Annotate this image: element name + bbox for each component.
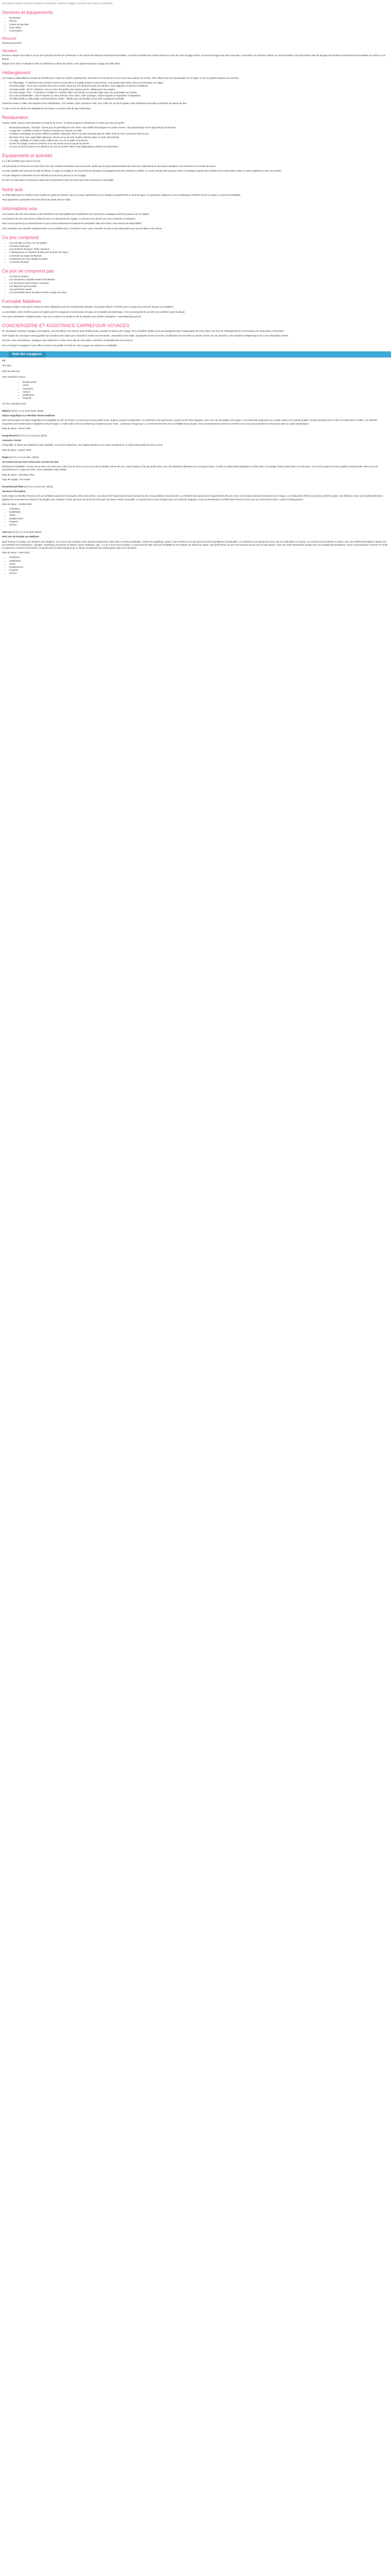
- section-paragraph: Les horaires de vols vous seront confirmés avec vos documents de voyage. Le premier et le dernier jour sont consacrés au transport.: [2, 217, 136, 221]
- review-author: Mélanie: [2, 409, 11, 412]
- review-author-line: [2, 456, 388, 459]
- review-category: • Literie: [9, 514, 388, 517]
- section-heading: Restauration: [2, 114, 29, 120]
- review-card: [2, 434, 388, 452]
- section-heading: Résumé: [2, 36, 17, 41]
- review-title: [2, 439, 388, 442]
- section-list: [2, 16, 388, 32]
- review-category: • Literie: [9, 563, 388, 566]
- list-item: • La formule de repas mentionnée: [9, 255, 388, 258]
- section-list: [2, 242, 388, 264]
- review-author: Najwa: [2, 455, 9, 459]
- review-title: [2, 490, 388, 493]
- section-heading: Hébergement: [2, 70, 30, 76]
- list-item: • 28 Suites plage : 75 m² avec chambre king size et salon ouvert sur une terrasse bordée de palmiers, avec baignoire et douche à l'italienne.: [9, 84, 388, 88]
- list-item: • Ambiance romantique et cuisine raffinée au Marlin restaurant, dîner à la carte les pieds dans le sable, fruits de mer et poissons frais du jour.: [9, 132, 388, 135]
- rating-category: • Chambres: [23, 387, 388, 391]
- review-categories: [2, 556, 388, 575]
- review-author-line: [2, 531, 388, 534]
- review-card: [2, 410, 388, 430]
- list-item: • Conciergerie: [9, 29, 388, 32]
- rating-category: • Emplacement: [23, 381, 388, 384]
- rating-score: 4.8: [2, 359, 6, 362]
- section-heading: Équipements et activités: [2, 153, 53, 159]
- review-date: (écrit il y a un an (juin 2023)): [18, 434, 47, 437]
- review-category: • Service: [9, 572, 388, 575]
- review-title: [2, 535, 388, 538]
- list-item: • Les pourboires usuels: [9, 288, 388, 291]
- list-item: • Les taxes d'aéroport: [9, 245, 388, 248]
- review-author-line: [2, 485, 388, 488]
- list-item: • Les dépenses personnelles: [9, 285, 388, 288]
- list-item: • 16 Suites jardin : 80 m², ambiance cosy au cœur des jardins avec piscine privée, idéales pour les couples.: [9, 88, 388, 91]
- section-heading: Notre avis: [2, 187, 23, 192]
- list-item: • 23 Suites plage, 70m² : 2 chambres (1 adulte et 1 enfant). Elles sont situées en première ligne avec vue imprenable sur l'océan.: [9, 91, 388, 94]
- review-stay-date: Date du séjour : mars 2024: [2, 551, 29, 554]
- review-author: Jean-Luc: [2, 531, 12, 534]
- rating-categories: [2, 381, 388, 400]
- review-category: • Chambres: [9, 556, 388, 559]
- list-item: • Les assurances complémentaires facultatives: [9, 278, 388, 281]
- review-title-text: Vacances d'exception: [2, 490, 26, 493]
- review-category: • Emplacement: [9, 566, 388, 569]
- review-card: [2, 456, 388, 481]
- section-paragraph: Les plus petits se retrouvent au Kids Club, avec des activités encadrées toute la journée, tandis que les plus grands profitent de la piscine à débordement, des sports nautiques non motorisés et du terrain de tennis.: [2, 164, 216, 167]
- review-card: [2, 485, 388, 527]
- section-paragraph: Nous vous proposons un acheminement en pré et post-acheminement depuis les principales villes de France, sous réserve de disponibilité.: [2, 222, 142, 225]
- review-body: Tranquillité, le séjour aux Maldives le plus agréable. Un accueil chaleureux, une équipe attentive et un cadre exceptionnel. Le séjour était parfait de bout en bout.: [2, 444, 164, 447]
- rating-label: Très bien: [2, 364, 12, 367]
- list-item: • Les excursions (sauf mention contraire): [9, 282, 388, 285]
- section-paragraph: En choisissant Carrefour Voyages Conciergerie, vous bénéficiez d'un service personnalisé avant, pendant et après votre voyage. Nos conseillers dédiés vous accompagnent dans l'organisation de votre séjour, du choix de l'hébergement aux réservations de restaurants et d'activités.: [2, 329, 284, 332]
- rating-category: • Service: [23, 391, 388, 394]
- reviews-header: [0, 351, 391, 358]
- section-heading: Situation: [2, 48, 18, 54]
- section-paragraph: À noter, merci de prévoir des adaptateurs électriques, les prises sont de type britannique.: [2, 107, 92, 110]
- review-body: Nous avons passé un séjour magnifique et inoubliable au sein du Resort. Le personnel est aux petits soins, toujours souriant et disponible. Les chambres sont spacieuses, propres et très bien équipées, avec une vue incroyable sur le lagon. Les restaurants proposent une cuisine variée et de grande qualité, mention spéciale pour le dîner les pieds dans le sable. Les activités proposées sont nombreuses et adaptées à tous les âges. Le Kids Club a ravi nos enfants qui n'avaient qu'une envie : y retourner chaque jour. Le centre de bien-être est un véritable havre de paix. Nous recommandons vivement cet hôtel à tous ceux qui souhaitent se ressourcer dans un cadre paradisiaque.: [2, 419, 378, 425]
- list-item: • Au bar de la plage, boissons fraîches et en-cas servis tout au long de la journée.: [9, 142, 388, 145]
- list-item: • Centre de bien-être: [9, 23, 388, 26]
- section-heading: Formalité Maldives: [2, 299, 41, 304]
- review-category: • Propreté: [9, 520, 388, 523]
- section-paragraph: Notre équipe de concierges reste joignable 7j/7 pendant votre séjour pour répondre à toutes vos demandes : réservation d'une table, organisation d'une excursion, modification d'un transfert ou simple conseil. En cas d'imprévu, une assistance téléphonique est à votre disposition 24h/24.: [2, 334, 289, 337]
- list-item: • L'hébergement en chambre double pour la durée du séjour: [9, 251, 388, 254]
- rating-category: • Literie: [23, 384, 388, 387]
- section-paragraph: Les plus fatigués se détendent sur les transats au bord de la piscine ou sur la plage.: [2, 174, 87, 177]
- section-paragraph: Un hôtel idéal pour les familles et les couples en quête de détente, avec un service attentionné et une situation exceptionnelle au bord du lagon. Le personnel chaleureux et les nombreuses activités font de ce séjour un moment inoubliable.: [2, 193, 241, 196]
- review-date: (écrit il y a un an (juin 2024)): [12, 531, 42, 534]
- review-list: [2, 410, 388, 575]
- review-category: • Emplacement: [9, 517, 388, 520]
- review-author-line: [2, 434, 388, 437]
- review-date: (écrit il y a un an (avr. 2024)): [23, 485, 53, 488]
- section-paragraph: Éloigné de la foule, le domaine invite à la détente au rythme des alizés, entre jardins tropicaux et plage de sable blanc.: [2, 62, 121, 65]
- review-categories: [2, 507, 388, 527]
- review-stay-date: Date du séjour : janvier 2023: [2, 448, 31, 451]
- section-list: [2, 275, 388, 294]
- review-category: • Qualité/prix: [9, 511, 388, 514]
- review-author: Dreamt01112270053: [2, 485, 24, 488]
- list-item: • Le Lodge : grillades et cuisine locale, tables avec vue sur le jardin et la piscine.: [9, 139, 388, 142]
- list-item: • Les frais de dossier: [9, 275, 388, 278]
- list-item: • Restaurant: [9, 16, 388, 20]
- review-title-text: Petit coin de Paradis aux Maldives: [2, 535, 39, 538]
- review-body: Quel bonheur de passer nos vacances aux Maldives. Je ne peux pas comparer avec d'autres expériences mais celle-ci restera inoubliable. L'hôtel est magnifique, propre, bien entretenu et le personnel est d'une gentillesse remarquable. Les chambres sont spacieuses avec une vue splendide sur l'océan. La nourriture est excellente et variée, avec des buffets thématiques chaque soir. Les activités sont nombreuses : plongée, snorkeling, excursions en bateau, sports nautiques, spa... Il y en a pour tous les goûts. Le personnel du Kids Club est formidable et nos enfants ont adoré leur séjour. Seul petit bémol, les prix des boissons au bar sont un peu élevés, mais cela reste raisonnable compte tenu de la qualité des prestations. Nous recommandons vivement cet hôtel et espérons y retourner très bientôt. Un grand merci à toute l'équipe pour ce séjour exceptionnel qui restera gravé dans nos mémoires.: [2, 540, 388, 550]
- rating-category: • Qualité/prix: [23, 394, 388, 397]
- reviews-tab[interactable]: Note des voyageurs: [8, 351, 46, 358]
- review-date: (écrit il y a un mois (mars 2024)): [10, 409, 44, 412]
- list-item: • Club enfant: [9, 26, 388, 29]
- review-card: [2, 531, 388, 575]
- product-description: [0, 0, 391, 347]
- review-title-text: Je n'aurais pas pu rêver mieux pour ma lune de miel: [2, 461, 59, 463]
- review-trip-type: Type de voyage : En couple: [2, 478, 30, 481]
- review-category: • Chambres: [9, 507, 388, 511]
- review-stay-date: Date du séjour : décembre 2024: [2, 473, 35, 476]
- review-date: (écrit il y a un an (déc. 2023)): [8, 455, 39, 459]
- review-category: • Propreté: [9, 569, 388, 572]
- list-item: • Une suite présidentielle : 340 m² répartis sur deux niveaux, avec salon, salle à manger, cuisine équipée et majordome à disposition.: [9, 94, 388, 97]
- intro-line: Description Cerynia conçu pour l'Agence Conciergerie Carrefour Voyages | Dernière mise à jour le 12/04/2024: [2, 2, 113, 5]
- list-item: • 10 Villas famille (2 villas plage communicantes), 100m² : idéales pour les familles ou les amis voyageant ensemble.: [9, 97, 388, 100]
- section-paragraph: La vaccination contre la fièvre jaune est exigée pour les voyageurs en provenance de pays où la maladie est endémique. Il est recommandé de consulter son médecin avant le départ.: [2, 310, 186, 313]
- review-body: Notre séjour au Meridien Resort a été une véritable expérience d'exception. Dès notre arrivée, nous avons été impressionnés par la beauté du lieu et la gentillesse du personnel. La chambre était spacieuse et superbement décorée, avec une terrasse donnant directement sur le lagon. Les restaurants offrent une grande variété de plats, tous délicieux. Nous avons particulièrement apprécié les excursions en bateau et la plongée avec masque et tuba, qui nous ont permis de découvrir une faune marine incroyable. Un grand merci à toute l'équipe pour ces moments magiques. Nous recommandons cet hôtel sans réserve à tous ceux qui recherchent calme, confort et dépaysement.: [2, 495, 383, 501]
- review-title-text: Lausanne, Suisse: [2, 439, 22, 442]
- section-paragraph: Ces suites et villas allient le charme de l'architecture créole au confort contemporain. Décorées de bois précieux et de tissus aux couleurs de l'océan, elles offrent une vue spectaculaire sur le lagon ou sur les jardins tropicaux du domaine.: [2, 77, 240, 80]
- section-heading: CONCIERGERIE ET ASSISTANCE CARREFOUR VOYAGES: [2, 323, 130, 328]
- review-title: [2, 414, 388, 417]
- rating-category: • Propreté: [23, 397, 388, 400]
- section-heading: Informations voix: [2, 206, 38, 211]
- review-category: • Qualité/prix: [9, 560, 388, 563]
- section-list: [2, 81, 388, 100]
- section-paragraph: Les horaires des vols sont donnés à titre indicatif et sont susceptibles de modifications de la part de la compagnie aérienne jusqu'au jour du départ.: [2, 212, 150, 215]
- section-heading: Ce prix comprend: [2, 234, 39, 240]
- list-item: • Direction Chez Jean, spécialités italiennes, pizzas au feu de bois et pâtes fraîches dans un cadre décontracté.: [9, 136, 388, 139]
- reviews-count-link[interactable]: Voir les 5 dernières avis: [2, 402, 26, 405]
- section-paragraph: Nos concierges s'engagent à vous offrir un service de qualité et à faire de votre voyage une expérience inoubliable.: [2, 344, 118, 347]
- review-category: • Service: [9, 523, 388, 527]
- award-label: 2023 Travellers Choice: [2, 375, 25, 378]
- list-item: • Lounge bar : cocktails, snacks et soirées musicales au coucher du soleil.: [9, 129, 388, 132]
- review-title: [2, 461, 388, 464]
- section-paragraph: Vous apprécierez particulièrement les dîners les pieds dans le sable.: [2, 198, 71, 201]
- list-item: • La pension de base: [9, 261, 388, 264]
- section-paragraph: Passeport valide 6 mois après la date de retour obligatoire pour les ressortissants français. Visa gratuit délivré à l'arrivée pour un séjour de moins de 30 jours aux Maldives.: [2, 306, 174, 309]
- list-item: • 50 Villas plage : 2 chambres avec terrasse privée et accès direct à la plage (jusqu'à 4 personnes). Une grande baie vitrée ouvre sur la terrasse et le lagon.: [9, 81, 388, 84]
- section-paragraph: Cuisine créole, saveurs internationales et produits de la mer : le resort propose 5 restaurants et 3 bars pour tous les goûts.: [2, 121, 125, 124]
- description-sections: [2, 10, 388, 347]
- reviews-section: [0, 358, 391, 575]
- section-paragraph: Il y a des activités pour tous à Cocoon.: [2, 160, 41, 163]
- section-heading: Services et équipements: [2, 10, 53, 15]
- review-body: Expérience inoubliable ! Je suis venue avec mon mari pour notre lune de miel et nous avons été accueillis comme des rois. Toute l'équipe a été aux petits soins, avec des attentions délicates tout au long du séjour. La villa sur pilotis était magnifique, le dîner privé sur la plage restera gravé dans nos mémoires. Les soins au spa sont d'une qualité exceptionnelle. Merci à tout le personnel pour ce séjour de rêve, nous reviendrons sans hésiter.: [2, 465, 378, 471]
- section-paragraph: Des lieux uniques d'un balcon sur la côte sud-ouest de l'île de La Réunion, à 30 minutes de l'aéroport international de Mahé, ce resort à l'architecture créole s'étend au cœur de 2 km de plage privée, au bord d'un lagon aux eaux turquoise. À proximité, les marchés colorés, le centre de Mahé et les plus beaux sites de plongée de l'archipel sont facilement accessibles en voiture ou en bateau.: [2, 54, 386, 60]
- list-item: • Restaurant principal : l'Océane. Ouvert pour le petit-déjeuner et le dîner, avec buffets thématiques et cuisine ouverte. Vue panoramique sur le lagon depuis la terrasse.: [9, 126, 388, 129]
- section-paragraph: Toutes les suites et villas sont équipées de la climatisation, d'un minibar, d'une machine à café, d'un coffre-fort, du Wi-Fi gratuit, d'une télévision écran plat et d'articles de toilette de luxe.: [2, 102, 187, 105]
- section-paragraph: Vos avis nous sont précieux : partagez votre expérience à votre retour afin de nous aider à améliorer continuellement nos services.: [2, 339, 134, 342]
- review-author: Nouguiho1974: [2, 434, 18, 437]
- review-author-line: [2, 410, 388, 413]
- list-item: • La cave du resort propose une sélection de vins du monde entier et des dégustations privées sur réservation.: [9, 145, 388, 148]
- review-title-text: Séjour magnifique à Le Meridien Resort Maldives: [2, 414, 55, 417]
- section-paragraph: Les plus sportifs sont ravis par la salle de fitness, le yoga sur la plage et les excursions de plongée accompagnées par des moniteurs certifiés. Le centre de bien-être propose soins et massages inspirés des traditions de l'océan Indien, dans un cadre apaisant au cœur des jardins.: [2, 169, 282, 172]
- review-stay-date: Date du séjour : février 2024: [2, 427, 31, 430]
- section-paragraph: Résumé du produit: [2, 42, 22, 45]
- list-item: • Piscine: [9, 20, 388, 23]
- section-list: [2, 126, 388, 148]
- list-item: • Les transferts aéroport / hôtel / aéroport: [9, 248, 388, 251]
- list-item: • Les vols aller et retour sur vol régulier: [9, 242, 388, 245]
- list-item: • L'assistance de notre équipe sur place: [9, 258, 388, 261]
- section-paragraph: Pour toute information complémentaire, nous vous invitons à consulter le site du Ministère des Affaires étrangères : www.diplomatie.gouv.fr: [2, 315, 141, 318]
- section-heading: Ce prix ne comprend pas: [2, 268, 54, 274]
- list-item: • Les éventuelles taxes de séjour locales à régler sur place: [9, 291, 388, 294]
- rating-count: basé sur 820 Avis: [2, 369, 20, 372]
- section-paragraph: Vous souhaitez une chambre supplémentaire ou un transfert privé ? Contactez-nous, votre conseiller se tient à votre disposition pour personnaliser votre séjour.: [2, 227, 162, 230]
- review-stay-date: Date du séjour : octobre 2024: [2, 502, 32, 505]
- section-paragraph: Et enfin, les épicuriens se retrouvent autour des restaurants et bars du resort pour des moments de convivialité.: [2, 179, 114, 182]
